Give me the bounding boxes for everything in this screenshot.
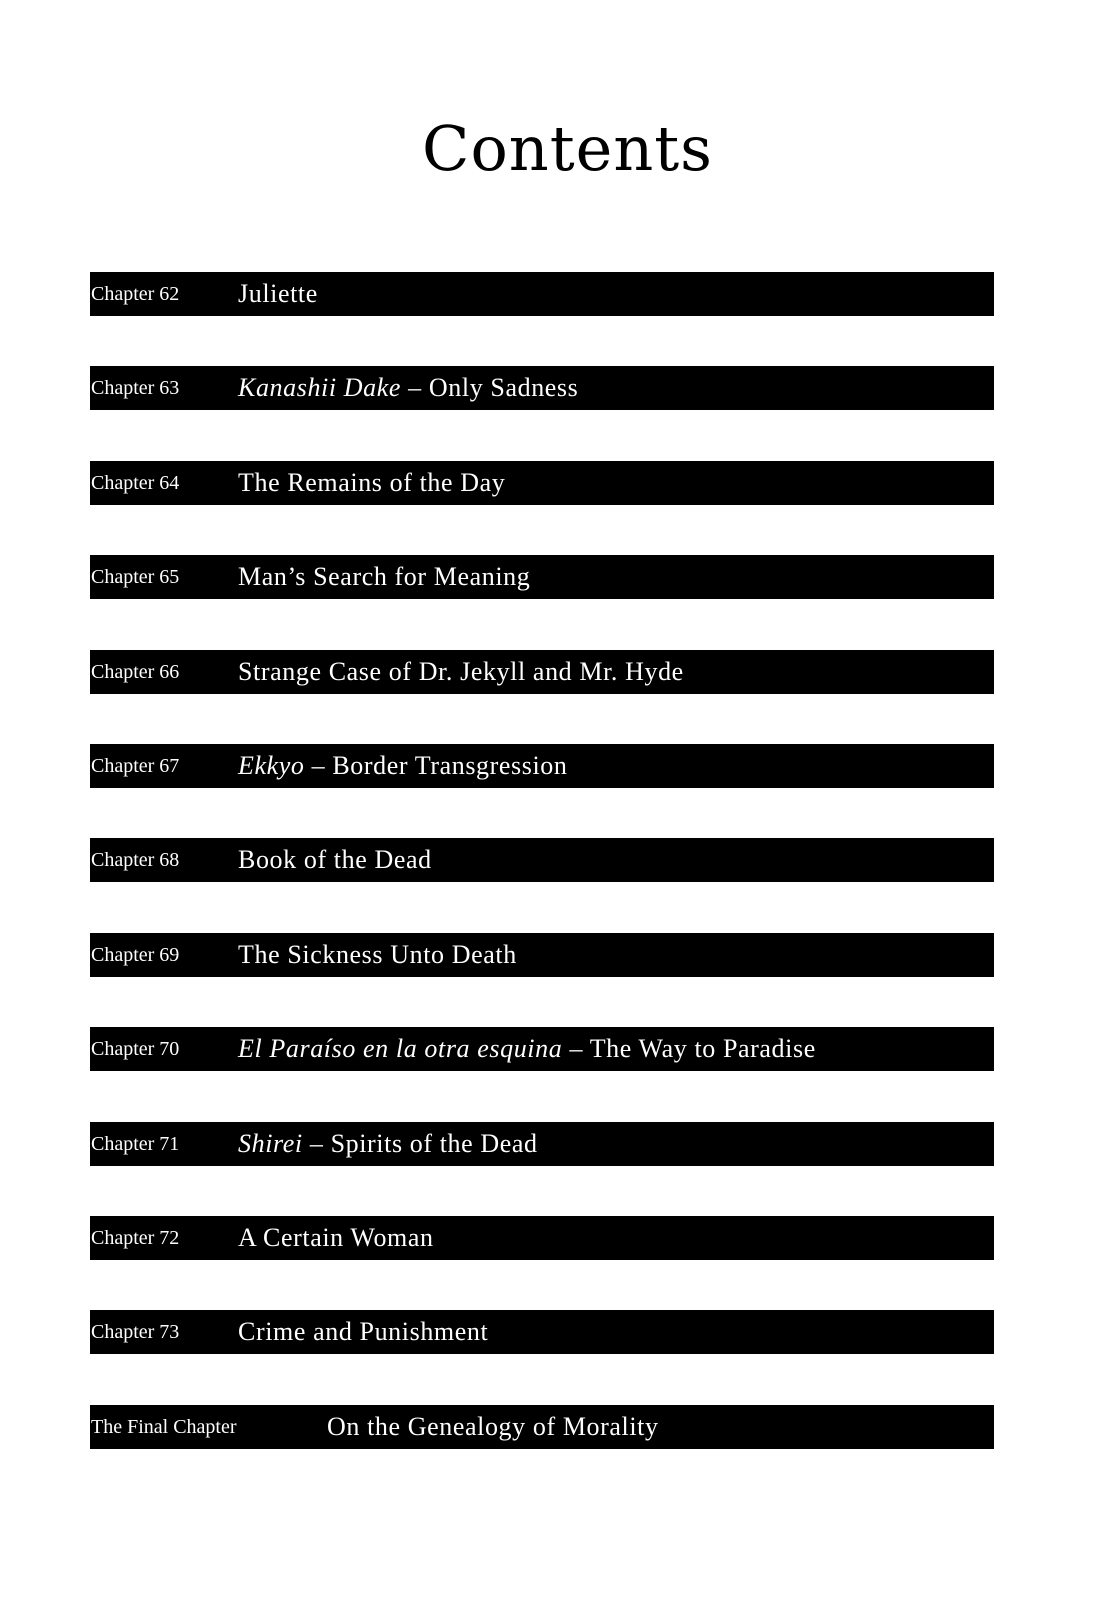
toc-entry-chapter-68[interactable] [90, 838, 994, 882]
toc-entry-chapter-71[interactable] [90, 1122, 994, 1166]
chapter-title: Juliette [238, 279, 318, 308]
toc-entry-chapter-66[interactable] [90, 650, 994, 694]
chapter-title: Strange Case of Dr. Jekyll and Mr. Hyde [238, 657, 684, 686]
toc-entry-chapter-72[interactable] [90, 1216, 994, 1260]
chapter-title: The Remains of the Day [238, 468, 506, 497]
chapter-number-label: Chapter 62 [91, 283, 180, 305]
toc-entry-chapter-70[interactable] [90, 1027, 994, 1071]
toc-entry-final-chapter[interactable] [90, 1405, 994, 1449]
chapter-title: Shirei – Spirits of the Dead [238, 1129, 538, 1158]
toc-entry-chapter-73[interactable] [90, 1310, 994, 1354]
page-title: Contents [422, 112, 713, 185]
toc-entry-chapter-67[interactable] [90, 744, 994, 788]
chapter-title: A Certain Woman [238, 1223, 434, 1252]
chapter-title: The Sickness Unto Death [238, 940, 517, 969]
toc-entry-chapter-63[interactable] [90, 366, 994, 410]
chapter-number-label: Chapter 73 [91, 1321, 180, 1343]
chapter-number-label: The Final Chapter [91, 1416, 237, 1438]
chapter-number-label: Chapter 68 [91, 849, 180, 871]
chapter-number-label: Chapter 69 [91, 944, 180, 966]
toc-entry-chapter-69[interactable] [90, 933, 994, 977]
chapter-number-label: Chapter 64 [91, 472, 180, 494]
chapter-title: Book of the Dead [238, 845, 432, 874]
toc-entry-chapter-65[interactable] [90, 555, 994, 599]
chapter-number-label: Chapter 65 [91, 566, 180, 588]
chapter-number-label: Chapter 67 [91, 755, 180, 777]
chapter-title: Crime and Punishment [238, 1317, 489, 1346]
toc-entry-chapter-62[interactable] [90, 272, 994, 316]
chapter-number-label: Chapter 72 [91, 1227, 180, 1249]
chapter-title: Kanashii Dake – Only Sadness [238, 373, 579, 402]
chapter-number-label: Chapter 66 [91, 661, 180, 683]
chapter-number-label: Chapter 70 [91, 1038, 180, 1060]
chapter-title: Man’s Search for Meaning [238, 562, 531, 591]
chapter-title: El Paraíso en la otra esquina – The Way to Paradise [238, 1034, 816, 1063]
chapter-number-label: Chapter 71 [91, 1133, 180, 1155]
chapter-title: Ekkyo – Border Transgression [238, 751, 568, 780]
chapter-number-label: Chapter 63 [91, 377, 180, 399]
chapter-title: On the Genealogy of Morality [327, 1412, 659, 1441]
toc-entry-chapter-64[interactable] [90, 461, 994, 505]
